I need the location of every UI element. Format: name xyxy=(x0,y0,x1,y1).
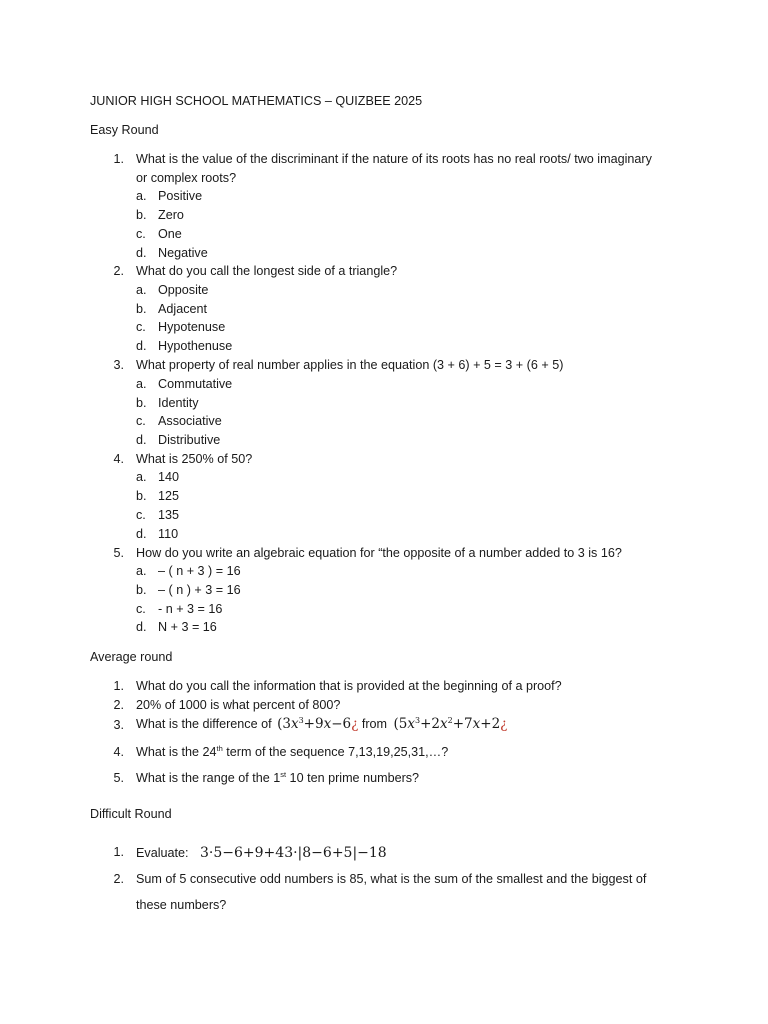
option-letter: a. xyxy=(136,377,147,391)
answer-option xyxy=(136,246,208,260)
render-glitch-mark: ¿ xyxy=(351,716,359,732)
answer-option xyxy=(136,414,222,428)
option-letter: a. xyxy=(136,470,147,484)
question-number: 1. xyxy=(113,679,124,693)
question-text-continued: or complex roots? xyxy=(136,171,237,185)
question-text: What do you call the information that is provided at the beginning of a proof? xyxy=(136,679,562,693)
answer-option xyxy=(136,508,179,522)
question-number: 2. xyxy=(113,872,124,886)
option-text: One xyxy=(158,227,182,241)
answer-option xyxy=(136,527,178,541)
answer-option xyxy=(136,189,202,203)
arithmetic-expression: 3·5−6+9+43·|8−6+5|−18 xyxy=(200,845,387,861)
option-text: Negative xyxy=(158,246,208,260)
option-letter: a. xyxy=(136,564,147,578)
question-text: What is 250% of 50? xyxy=(136,452,253,466)
render-glitch-mark: ¿ xyxy=(500,716,508,732)
option-text: 110 xyxy=(158,527,179,541)
question-number: 2. xyxy=(113,698,124,712)
answer-option xyxy=(136,564,241,578)
option-letter: d. xyxy=(136,527,147,541)
option-letter: a. xyxy=(136,283,147,297)
option-text: Adjacent xyxy=(158,302,208,316)
answer-option xyxy=(136,433,220,447)
question-text: What is the range of the 1st 10 ten prime numbers? xyxy=(136,770,420,785)
option-letter: b. xyxy=(136,302,147,316)
option-text: – ( n ) + 3 = 16 xyxy=(158,583,241,597)
question-text: How do you write an algebraic equation for “the opposite of a number added to 3 is 16? xyxy=(136,546,622,560)
option-letter: d. xyxy=(136,339,147,353)
question-number: 4. xyxy=(113,452,124,466)
option-text: Identity xyxy=(158,396,199,410)
option-letter: c. xyxy=(136,602,146,616)
question-number: 5. xyxy=(113,771,124,785)
option-letter: b. xyxy=(136,489,147,503)
option-letter: b. xyxy=(136,583,147,597)
question-number: 1. xyxy=(113,845,124,859)
question-text-polynomial xyxy=(136,716,507,732)
option-text: Distributive xyxy=(158,433,221,447)
option-letter: a. xyxy=(136,189,147,203)
difficult-round-heading: Difficult Round xyxy=(90,807,172,821)
question-number: 3. xyxy=(113,718,124,732)
answer-option xyxy=(136,583,241,597)
question-text xyxy=(136,845,387,861)
from-word: from xyxy=(361,717,388,731)
answer-option xyxy=(136,396,199,410)
option-letter: d. xyxy=(136,620,147,634)
option-text: 135 xyxy=(158,508,180,522)
option-text: 125 xyxy=(158,489,180,503)
option-letter: d. xyxy=(136,433,147,447)
question-number: 2. xyxy=(113,264,124,278)
polynomial-1: ($3x^3+9x-6¿$ xyxy=(277,716,359,732)
option-letter: b. xyxy=(136,208,147,222)
option-text: N + 3 = 16 xyxy=(158,620,217,634)
answer-option xyxy=(136,320,225,334)
question-text: What is the value of the discriminant if the nature of its roots has no real roots/ two imaginary xyxy=(136,152,652,166)
question-number: 5. xyxy=(113,546,124,560)
option-text: Zero xyxy=(158,208,184,222)
option-text: Hypothenuse xyxy=(158,339,233,353)
answer-option xyxy=(136,208,184,222)
option-text: – ( n + 3 ) = 16 xyxy=(158,564,241,578)
question-number: 4. xyxy=(113,745,124,759)
question-number: 1. xyxy=(113,152,124,166)
answer-option xyxy=(136,302,207,316)
question-text: 20% of 1000 is what percent of 800? xyxy=(136,698,341,712)
question-number: 3. xyxy=(113,358,124,372)
option-text: - n + 3 = 16 xyxy=(158,602,223,616)
question-text: What do you call the longest side of a triangle? xyxy=(136,264,398,278)
question-text: What is the 24th term of the sequence 7,13,19,25,31,…? xyxy=(136,744,449,759)
option-text: Associative xyxy=(158,414,222,428)
option-letter: c. xyxy=(136,508,146,522)
easy-round-heading: Easy Round xyxy=(90,123,159,137)
option-text: Hypotenuse xyxy=(158,320,226,334)
option-letter: d. xyxy=(136,246,147,260)
average-round-heading: Average round xyxy=(90,650,173,664)
question-text: Sum of 5 consecutive odd numbers is 85, what is the sum of the smallest and the biggest of xyxy=(136,872,647,886)
question-text-continued: these numbers? xyxy=(136,898,227,912)
option-text: Positive xyxy=(158,189,203,203)
answer-option xyxy=(136,339,232,353)
answer-option xyxy=(136,470,179,484)
answer-option xyxy=(136,377,232,391)
option-text: 140 xyxy=(158,470,180,484)
answer-option xyxy=(136,620,217,634)
question-prefix: What is the difference of xyxy=(136,717,272,731)
option-letter: c. xyxy=(136,227,146,241)
answer-option xyxy=(136,227,182,241)
option-letter: b. xyxy=(136,396,147,410)
option-letter: c. xyxy=(136,414,146,428)
document-title: JUNIOR HIGH SCHOOL MATHEMATICS – QUIZBEE 2025 xyxy=(90,94,423,108)
polynomial-2: ($5x^3+2x^2+7x+2¿$ xyxy=(393,716,508,732)
evaluate-label: Evaluate: xyxy=(136,846,189,860)
answer-option xyxy=(136,489,179,503)
question-text: What property of real number applies in the equation (3 + 6) + 5 = 3 + (6 + 5) xyxy=(136,358,564,372)
option-letter: c. xyxy=(136,320,146,334)
answer-option xyxy=(136,602,222,616)
option-text: Commutative xyxy=(158,377,233,391)
answer-option xyxy=(136,283,208,297)
option-text: Opposite xyxy=(158,283,209,297)
